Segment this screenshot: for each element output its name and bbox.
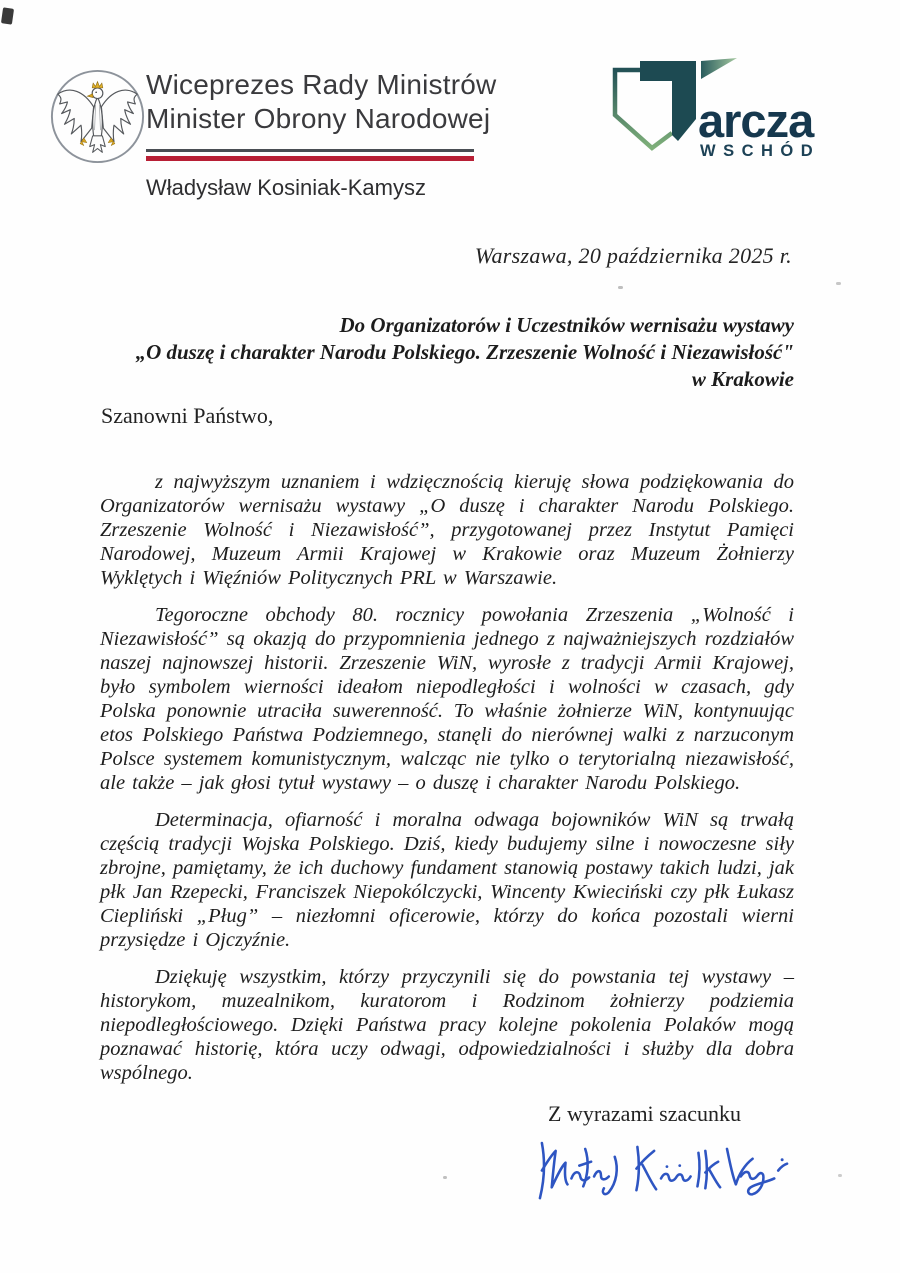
addressee-block: [100, 312, 794, 393]
handwritten-signature: [535, 1133, 791, 1217]
addressee-line2: „O duszę i charakter Narodu Polskiego. Zrzeszenie Wolność i Niezawisłość": [135, 340, 794, 364]
scan-artifact: [618, 286, 623, 289]
minister-name: Władysław Kosiniak-Kamysz: [146, 175, 426, 200]
header-rule-red: [146, 156, 474, 161]
office-title: [146, 68, 496, 136]
closing-phrase: Z wyrazami szacunku: [548, 1101, 742, 1126]
shield-outline-icon: [615, 70, 672, 148]
eagle-left-wing: [58, 90, 94, 142]
logo-ribbon-icon: [701, 58, 737, 79]
addressee-line1: Do Organizatorów i Uczestników wernisażu wystawy: [339, 313, 794, 337]
office-title-line2: Minister Obrony Narodowej: [146, 103, 491, 134]
eagle-crown: [92, 82, 103, 88]
dateline: Warszawa, 20 października 2025 r.: [474, 243, 792, 268]
logo-wordmark-sub: WSCHÓD: [700, 142, 820, 160]
eagle-tail: [90, 136, 106, 152]
paragraph-1: z najwyższym uznaniem i wdzięcznością kieruję słowa podziękowania do Organizatorów wernisażu wystawy „O duszę i charakter Narodu Polskiego. Zrzeszenie Wolność i Niezawisłość”, przygotowanej przez Instytut Pamięci Narodowej, Muzeum Armii Krajowej w Krakowie oraz Muzeum Żołnierzy Wyklętych i Więźniów Politycznych PRL w Warszawie.: [100, 471, 794, 589]
eagle-beak: [87, 94, 93, 98]
addressee-line3: w Krakowie: [691, 367, 794, 391]
eagle-right-wing: [101, 90, 137, 142]
eagle-body: [93, 97, 103, 136]
scan-artifact: [1, 7, 14, 24]
paragraph-3: Determinacja, ofiarność i moralna odwaga bojowników WiN są trwałą częścią tradycji Wojska Polskiego. Dziś, kiedy budujemy silne i nowoczesne siły zbrojne, pamiętamy, że ich duchowy fundament stanowią postawy takich ludzi, jak płk Jan Rzepecki, Franciszek Niepokólczycki, Wincenty Kwieciński czy płk Łukasz Ciepliński „Pług” – niezłomni oficerowie, którzy do końca pozostali wierni przysiędze i Ojczyźnie.: [100, 809, 794, 951]
eagle-head: [92, 88, 103, 99]
paragraph-4: Dziękuję wszystkim, którzy przyczynili się do powstania tej wystawy – historykom, muzealnikom, kuratorom i Rodzinom żołnierzy podziemia niepodległościowego. Dzięki Państwa pracy kolejne pokolenia Polaków mogą poznawać historię, która uczy odwagi, odpowiedzialności i służby dla dobra wspólnego.: [100, 966, 794, 1084]
office-title-line1: Wiceprezes Rady Ministrów: [146, 69, 497, 100]
tarcza-wschod-logo: [606, 57, 820, 171]
letter-body: [100, 470, 794, 1217]
scan-artifact: [836, 282, 841, 285]
signature-strokes: [540, 1143, 787, 1198]
salutation: Szanowni Państwo,: [101, 403, 274, 428]
shield-solid-icon: [640, 61, 696, 141]
scan-artifact: [838, 1174, 842, 1177]
polish-eagle-emblem-icon: [49, 66, 146, 167]
logo-wordmark: arcza: [698, 94, 814, 147]
header-rule: [146, 149, 474, 161]
paragraph-2: Tegoroczne obchody 80. rocznicy powołania Zrzeszenia „Wolność i Niezawisłość” są okazją do przypomnienia jednego z najważniejszych rozdziałów naszej najnowszej historii. Zrzeszenie WiN, wyrosłe z tradycji Armii Krajowej, było symbolem wierności ideałom niepodległości i wolności w czasach, gdy Polska ponownie utraciła suwerenność. To właśnie żołnierze WiN, kontynuując etos Polskiego Państwa Podziemnego, stanęli do nierównej walki z narzuconym Polsce systemem komunistycznym, walcząc nie tylko o terytorialną niezawisłość, ale także – jak głosi tytuł wystawy – o duszę i charakter Narodu Polskiego.: [100, 604, 794, 794]
